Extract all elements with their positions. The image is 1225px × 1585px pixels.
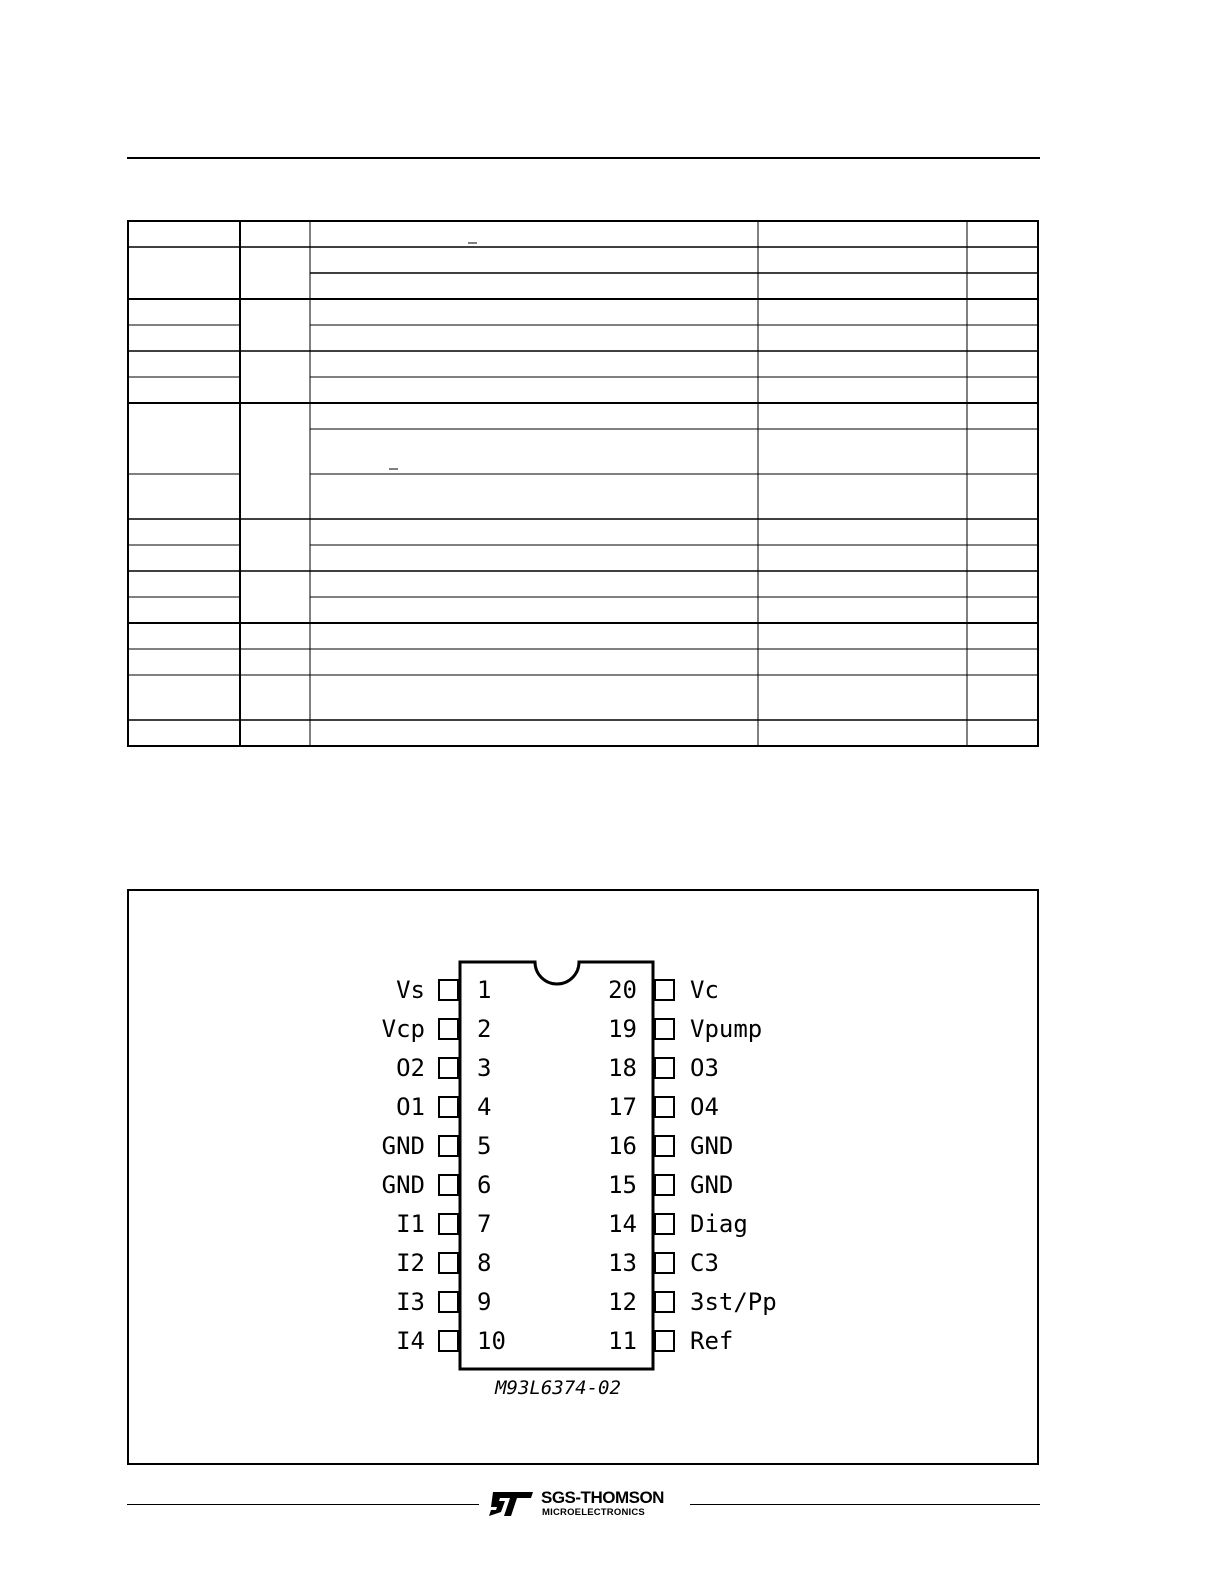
pin-number: 13	[608, 1249, 637, 1277]
pin-pad	[439, 1019, 458, 1039]
pin-pad	[655, 1253, 674, 1273]
pin-19	[608, 1015, 762, 1043]
pin-label: Ref	[690, 1327, 734, 1355]
pin-number: 17	[608, 1093, 637, 1121]
pin-number: 15	[608, 1171, 637, 1199]
pin-number: 8	[477, 1249, 492, 1277]
pin-number: 3	[477, 1054, 492, 1082]
pin-18	[608, 1054, 719, 1082]
pin-number: 7	[477, 1210, 492, 1238]
pin-label: I1	[396, 1210, 425, 1238]
pin-number: 5	[477, 1132, 492, 1160]
pin-label: O2	[396, 1054, 425, 1082]
pin-connection-diagram	[127, 889, 1039, 1465]
st-logo-icon	[487, 1490, 535, 1518]
pin-number: 18	[608, 1054, 637, 1082]
ratings-table	[127, 220, 1039, 747]
pin-pad	[655, 1019, 674, 1039]
pin-1	[396, 976, 491, 1004]
pin-number: 10	[477, 1327, 506, 1355]
pin-8	[396, 1249, 491, 1277]
pin-label: O1	[396, 1093, 425, 1121]
pin-pad	[439, 1331, 458, 1351]
footer-rule-left	[127, 1504, 479, 1505]
pin-pad	[655, 1214, 674, 1234]
pin-number: 19	[608, 1015, 637, 1043]
pin-number: 4	[477, 1093, 492, 1121]
pin-label: GND	[690, 1171, 734, 1199]
pin-17	[608, 1093, 719, 1121]
pin-label: O4	[690, 1093, 719, 1121]
pin-pad	[439, 1292, 458, 1312]
pin-number: 2	[477, 1015, 492, 1043]
pin-pad	[439, 1253, 458, 1273]
pin-11	[608, 1327, 733, 1355]
pin-pad	[655, 1136, 674, 1156]
pin-pad	[655, 1097, 674, 1117]
pin-label: Vpump	[690, 1015, 763, 1043]
pin-label: GND	[690, 1132, 734, 1160]
pin-2	[382, 1015, 492, 1043]
pin-number: 12	[608, 1288, 637, 1316]
pin-label: GND	[381, 1171, 425, 1199]
pin-pad	[655, 1175, 674, 1195]
pin-9	[396, 1288, 491, 1316]
pin-14	[608, 1210, 748, 1238]
pin-label: O3	[690, 1054, 719, 1082]
pin-number: 6	[477, 1171, 492, 1199]
pin-label: 3st/Pp	[690, 1288, 777, 1316]
pin-pad	[439, 1058, 458, 1078]
pin-number: 11	[608, 1327, 637, 1355]
pin-5	[382, 1132, 492, 1160]
header-rule	[127, 157, 1040, 159]
pin-number: 16	[608, 1132, 637, 1160]
pin-pad	[655, 1292, 674, 1312]
pin-7	[396, 1210, 491, 1238]
pin-6	[382, 1171, 492, 1199]
pin-10	[396, 1327, 506, 1355]
pin-3	[396, 1054, 491, 1082]
pin-label: Vcp	[381, 1015, 425, 1043]
pin-13	[608, 1249, 719, 1277]
pin-label: Vs	[396, 976, 425, 1004]
pin-pad	[439, 1214, 458, 1234]
pin-label: C3	[690, 1249, 719, 1277]
footer-rule-right	[690, 1504, 1040, 1505]
pin-label: GND	[381, 1132, 425, 1160]
pin-pad	[439, 1175, 458, 1195]
pin-pad	[655, 980, 674, 1000]
drawing-code: M93L6374-02	[495, 1377, 621, 1399]
logo-name: SGS-THOMSON	[541, 1488, 664, 1507]
pin-label: Diag	[690, 1210, 748, 1238]
pin-pad	[439, 980, 458, 1000]
pin-4	[396, 1093, 491, 1121]
logo-subtitle: MICROELECTRONICS	[542, 1507, 645, 1518]
pin-pad	[655, 1331, 674, 1351]
company-logo	[487, 1488, 683, 1522]
pin-number: 1	[477, 976, 492, 1004]
pin-12	[608, 1288, 777, 1316]
pin-number: 9	[477, 1288, 492, 1316]
pin-16	[608, 1132, 733, 1160]
pin-number: 20	[608, 976, 637, 1004]
pin-pad	[655, 1058, 674, 1078]
pin-pad	[439, 1097, 458, 1117]
pin-label: I4	[396, 1327, 425, 1355]
pin-label: I2	[396, 1249, 425, 1277]
pin-20	[608, 976, 719, 1004]
pin-pad	[439, 1136, 458, 1156]
pin-number: 14	[608, 1210, 637, 1238]
pin-label: Vc	[690, 976, 719, 1004]
pin-15	[608, 1171, 733, 1199]
pin-label: I3	[396, 1288, 425, 1316]
